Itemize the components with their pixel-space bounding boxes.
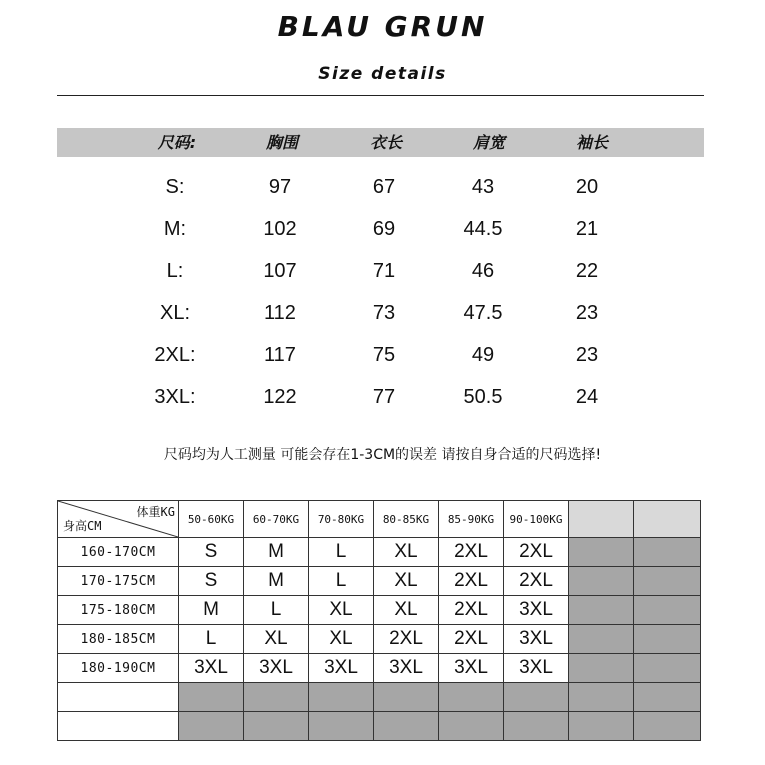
empty-cell (634, 654, 701, 683)
weight-col: 50-60KG (179, 501, 244, 538)
header-chest: 胸围 (265, 133, 298, 152)
weight-col: 85-90KG (439, 501, 504, 538)
size-row (0, 340, 765, 370)
rec-row (58, 538, 701, 567)
measurement-note: 尺码均为人工测量 可能会存在1-3CM的误差 请按自身合适的尺码选择! (163, 447, 602, 463)
empty-cell (58, 712, 179, 741)
rec-row (58, 567, 701, 596)
size-value: 107 (263, 260, 297, 282)
size-value: 97 (268, 176, 292, 198)
size-cell: XL (309, 625, 374, 654)
size-value: 24 (575, 386, 599, 408)
brand-title: BLAU GRUN (277, 10, 488, 43)
empty-cell (569, 625, 634, 654)
empty-cell (58, 683, 179, 712)
size-cell: 2XL (504, 567, 569, 596)
weight-col: 80-85KG (374, 501, 439, 538)
size-cell: L (309, 567, 374, 596)
empty-cell (374, 683, 439, 712)
header-length: 衣长 (369, 133, 402, 152)
size-table-header (57, 128, 704, 157)
size-cell: S (179, 538, 244, 567)
size-cell: 3XL (439, 654, 504, 683)
size-cell: L (179, 625, 244, 654)
rec-row (58, 596, 701, 625)
size-row (0, 214, 765, 244)
empty-cell (309, 683, 374, 712)
size-value: 71 (372, 260, 396, 282)
size-value: 75 (372, 344, 396, 366)
size-value: 50.5 (463, 386, 503, 408)
height-cell: 180-185CM (58, 625, 179, 654)
size-row (0, 256, 765, 286)
size-value: 20 (575, 176, 599, 198)
size-value: 49 (471, 344, 495, 366)
height-cell: 160-170CM (58, 538, 179, 567)
size-value: 112 (264, 302, 296, 324)
size-label: M: (163, 218, 187, 240)
size-value: 43 (471, 176, 495, 198)
size-value: 21 (575, 218, 599, 240)
empty-cell (179, 683, 244, 712)
size-cell: 2XL (374, 625, 439, 654)
size-cell: 3XL (244, 654, 309, 683)
rec-row (58, 654, 701, 683)
size-cell: 3XL (504, 654, 569, 683)
corner-cell (58, 501, 179, 538)
size-cell: M (179, 596, 244, 625)
size-cell: M (244, 567, 309, 596)
recommendation-table (57, 500, 701, 741)
empty-cell (569, 538, 634, 567)
size-value: 44.5 (463, 218, 503, 240)
empty-cell (569, 712, 634, 741)
empty-col (569, 501, 634, 538)
size-cell: 2XL (439, 567, 504, 596)
corner-weight-label: 体重KG (136, 505, 175, 519)
rec-row (58, 625, 701, 654)
header-shoulder: 肩宽 (472, 133, 505, 152)
size-label: 3XL: (154, 386, 196, 408)
size-cell: XL (244, 625, 309, 654)
empty-cell (244, 683, 309, 712)
size-label: 2XL: (154, 344, 196, 366)
size-cell: 2XL (439, 625, 504, 654)
height-cell: 180-190CM (58, 654, 179, 683)
weight-col: 90-100KG (504, 501, 569, 538)
size-cell: 2XL (439, 538, 504, 567)
empty-cell (374, 712, 439, 741)
size-cell: S (179, 567, 244, 596)
size-cell: 3XL (504, 596, 569, 625)
size-cell: 3XL (309, 654, 374, 683)
empty-cell (634, 625, 701, 654)
empty-cell (244, 712, 309, 741)
empty-cell (569, 567, 634, 596)
empty-cell (634, 712, 701, 741)
weight-col: 70-80KG (309, 501, 374, 538)
size-cell: XL (374, 567, 439, 596)
rec-header-row (58, 501, 701, 538)
empty-cell (569, 654, 634, 683)
size-cell: L (244, 596, 309, 625)
size-cell: M (244, 538, 309, 567)
header-sleeve: 袖长 (575, 133, 608, 152)
size-cell: XL (374, 596, 439, 625)
size-value: 102 (263, 218, 297, 240)
empty-cell (504, 683, 569, 712)
empty-cell (439, 683, 504, 712)
empty-cell (569, 596, 634, 625)
empty-cell (634, 596, 701, 625)
corner-height-label: 身高CM (63, 519, 102, 533)
empty-cell (634, 567, 701, 596)
size-cell: XL (309, 596, 374, 625)
size-value: 117 (264, 344, 296, 366)
empty-cell (179, 712, 244, 741)
size-cell: 3XL (504, 625, 569, 654)
empty-cell (634, 538, 701, 567)
empty-cell (309, 712, 374, 741)
size-cell: 2XL (439, 596, 504, 625)
size-cell: XL (374, 538, 439, 567)
rec-empty-row (58, 712, 701, 741)
header-size: 尺码: (157, 133, 197, 152)
size-value: 23 (575, 344, 599, 366)
size-row (0, 382, 765, 412)
size-cell: 3XL (179, 654, 244, 683)
page-subtitle: Size details (318, 64, 447, 84)
size-value: 69 (372, 218, 396, 240)
size-label: S: (165, 176, 185, 198)
size-value: 23 (575, 302, 599, 324)
size-value: 22 (575, 260, 599, 282)
size-value: 122 (263, 386, 297, 408)
size-row (0, 298, 765, 328)
size-label: L: (166, 260, 184, 282)
size-cell: 3XL (374, 654, 439, 683)
size-value: 67 (372, 176, 396, 198)
size-row (0, 172, 765, 202)
divider (57, 95, 704, 96)
size-cell: L (309, 538, 374, 567)
height-cell: 175-180CM (58, 596, 179, 625)
size-value: 47.5 (463, 302, 503, 324)
empty-col (634, 501, 701, 538)
size-value: 73 (372, 302, 396, 324)
size-label: XL: (159, 302, 191, 324)
empty-cell (634, 683, 701, 712)
size-value: 77 (372, 386, 396, 408)
size-cell: 2XL (504, 538, 569, 567)
rec-empty-row (58, 683, 701, 712)
empty-cell (504, 712, 569, 741)
weight-col: 60-70KG (244, 501, 309, 538)
height-cell: 170-175CM (58, 567, 179, 596)
size-value: 46 (471, 260, 495, 282)
empty-cell (439, 712, 504, 741)
empty-cell (569, 683, 634, 712)
